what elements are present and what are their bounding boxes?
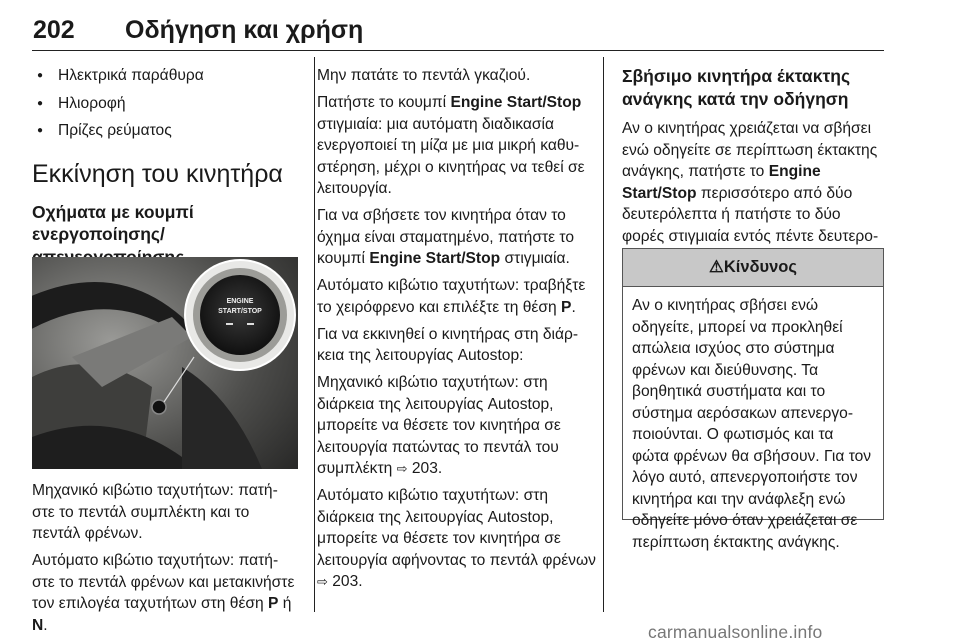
paragraph — [317, 275, 597, 318]
paragraph-text: Αν ο κινητήρας χρειάζεται να σβήσει ενώ οδηγείτε σε περίπτωση έκτακτης ανάγκης, πατήστε το — [622, 120, 878, 180]
warning-triangle-icon: ⚠ — [709, 258, 724, 276]
gear-position: P — [268, 595, 279, 612]
photo-illustration — [32, 257, 298, 469]
list-item: ● Πρίζες ρεύματος — [32, 117, 300, 145]
column-divider-left — [314, 57, 315, 612]
paragraph: Για να εκκινηθεί ο κινητήρας στη διάρ- κεια της λειτουργίας Autostop: — [317, 325, 579, 364]
paragraph — [317, 92, 597, 200]
page-reference[interactable]: 203. — [332, 573, 363, 590]
bullet-list — [32, 62, 300, 145]
list-item: ● Ηλεκτρικά παράθυρα — [32, 62, 300, 90]
page-number: 202 — [33, 16, 75, 44]
paragraph: Μην πατάτε το πεντάλ γκαζιού. — [317, 67, 531, 84]
page-reference[interactable]: 203. — [411, 460, 443, 477]
column-divider-right — [603, 57, 604, 612]
paragraph — [622, 118, 886, 269]
small-start-button — [152, 400, 166, 414]
paragraph — [32, 550, 300, 636]
page-header — [32, 14, 884, 51]
gear-position: N — [32, 616, 44, 634]
reference-arrow-icon: ⇨ — [396, 461, 408, 476]
paragraph-text: Αυτόματο κιβώτιο ταχυτήτων: τραβήξτε το χειρόφρενο και επιλέξτε τη θέση — [317, 277, 586, 316]
conjunction: ή — [282, 595, 292, 612]
paragraph-text: στιγμιαία. — [504, 250, 570, 267]
list-item: ● Ηλιοροφή — [32, 90, 300, 118]
paragraph-text: Αυτόματο κιβώτιο ταχυτήτων: στη διάρκεια της λειτουργίας Autostop, μπορείτε να θέσετε τον κινητήρα σε λειτουργία αφήνοντας το πεντάλ φρένων — [317, 487, 596, 569]
danger-warning-box — [622, 248, 884, 551]
punctuation: . — [43, 616, 48, 634]
paragraph-text: Αυτόματο κιβώτιο ταχυτήτων: πατή- στε το πεντάλ φρένων και μετακινήστε τον επιλογέα ταχυτήτων στη θέση — [32, 552, 295, 612]
warning-body: Αν ο κινητήρας σβήσει ενώ οδηγείτε, μπορεί να προκληθεί απώλεια ισχύος στο σύστημα φρένων και διεύθυνσης. Τα βοηθητικά συστήματα και το σύστημα αερόσακων απενεργο- ποιούνται. Ο φωτισμός και τα φώτα φρένων θα σβήσουν. Για τον λόγο αυτό, απενεργοποιήστε τον κινητήρα και την ανάφλεξη ενώ οδηγείτε μόνο όταν χρειάζεται σε περίπτωση έκτακτης ανάγκης. — [632, 297, 872, 551]
gear-position: P — [561, 298, 572, 316]
reference-arrow-icon: ⇨ — [317, 574, 328, 589]
subsection-title-line: ενεργοποίησης/ — [32, 224, 165, 244]
page-title: Οδήγηση και χρήση — [125, 16, 364, 44]
subsection-title: Σβήσιμο κινητήρα έκτακτης ανάγκης κατά την οδήγηση — [622, 66, 851, 109]
column-3 — [622, 65, 886, 274]
engine-start-button-photo — [32, 257, 298, 469]
column-2 — [317, 65, 597, 598]
watermark: carmanualsonline.info — [648, 622, 823, 642]
paragraph-text: περισσότερο από δύο δευτερόλεπτα ή πατήστε το δύο φορές στιγμιαία εντός πέντε δευτερο- — [622, 184, 879, 245]
button-label-engine: ENGINE — [226, 298, 254, 305]
start-stop-button-icon — [200, 275, 280, 355]
section-title: Εκκίνηση του κινητήρα — [32, 159, 283, 188]
button-label-start-stop: START/STOP — [218, 308, 262, 315]
column-1 — [32, 62, 300, 283]
paragraph-text: Μηχανικό κιβώτιο ταχυτήτων: στη διάρκεια της λειτουργίας Autostop, μπορείτε να θέσετε τον κινητήρα σε λειτουργία πατώντας το πεντάλ του συμπλέκτη — [317, 374, 561, 477]
warning-header — [623, 249, 883, 287]
paragraph — [317, 372, 597, 480]
paragraph: Μηχανικό κιβώτιο ταχυτήτων: πατή- στε το πεντάλ συμπλέκτη και το πεντάλ φρένων. — [32, 482, 278, 542]
subsection-title-line: Οχήματα με κουμπί — [32, 201, 194, 222]
column-1-text — [32, 480, 300, 642]
punctuation: . — [571, 298, 576, 316]
paragraph — [317, 205, 597, 270]
warning-title: Κίνδυνος — [723, 258, 797, 276]
button-name: Engine Start/Stop — [369, 250, 501, 267]
paragraph — [317, 485, 597, 593]
paragraph-text: Πατήστε το κουμπί — [317, 94, 447, 111]
button-name: Engine Start/Stop — [450, 94, 582, 111]
paragraph-text: Για να σβήσετε τον κινητήρα όταν το όχημα είναι σταματημένο, πατήστε το κουμπί — [317, 207, 575, 267]
button-name: Engine Start/Stop — [622, 163, 821, 202]
paragraph-text: στιγμιαία: μια αυτόματη διαδικασία ενεργοποιεί τη μίζα με μια μικρή καθυ- στέρηση, μέχρι ο κινητήρας να τεθεί σε λειτουργία. — [317, 115, 585, 197]
